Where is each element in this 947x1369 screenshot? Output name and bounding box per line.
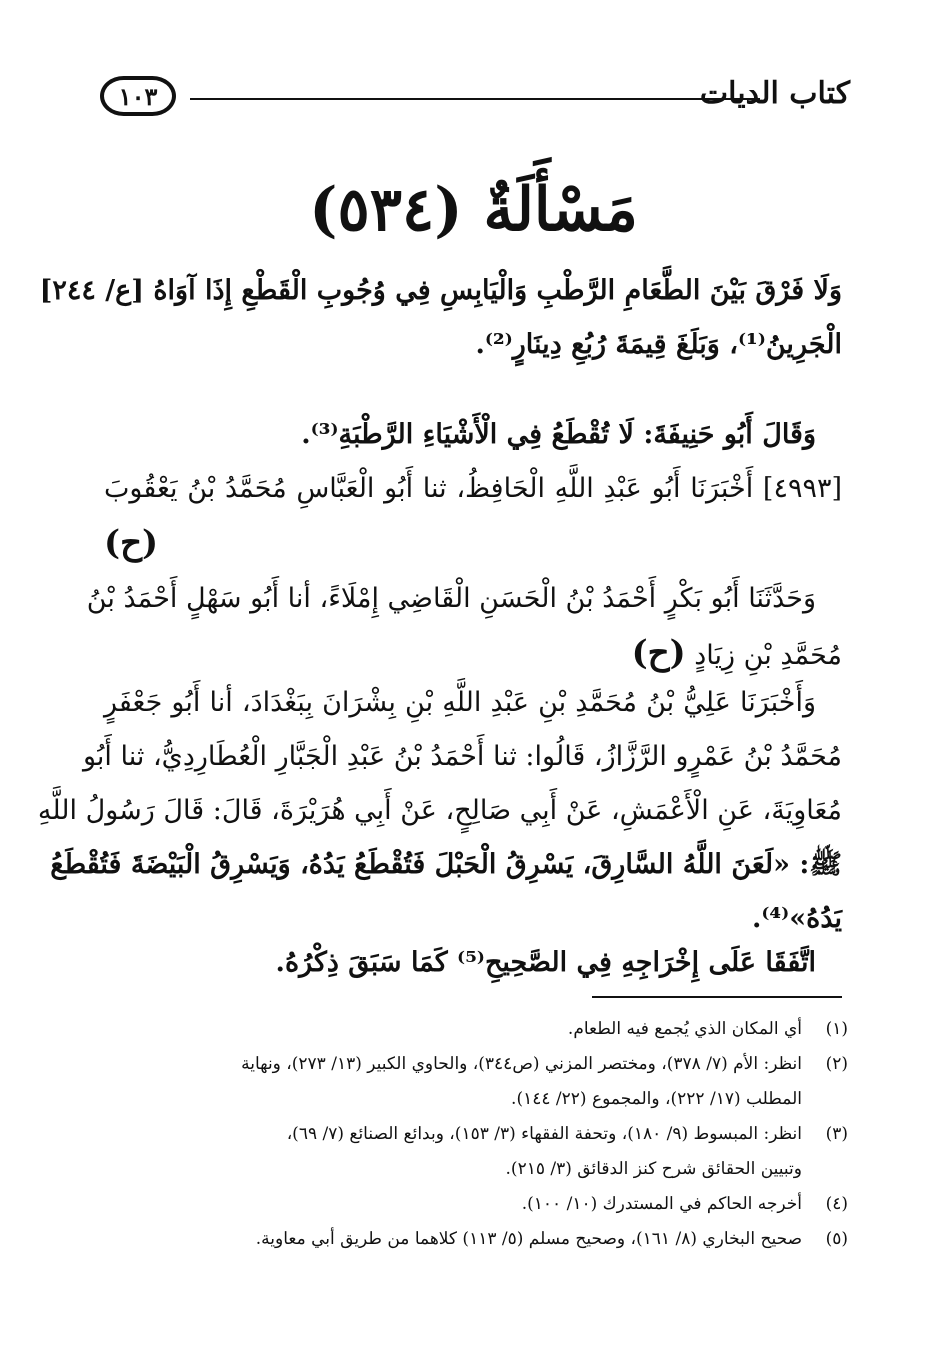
main-text	[39, 264, 842, 372]
footnote-continuation: وتبيين الحقائق شرح كنز الدقائق (٣/ ٢١٥).	[505, 1159, 802, 1179]
footnote	[104, 1047, 848, 1082]
text-line: وَحَدَّثَنَا أَبُو بَكْرٍ أَحْمَدُ بْنُ الْحَسَنِ الْقَاضِي إِمْلَاءً، أنا أَبُو سَهْلٍ أَحْمَدُ بْنُ	[86, 583, 816, 614]
text-line: مُحَمَّدُ بْنُ عَمْرٍو الرَّزَّازُ، قَالُوا: ثنا أَحْمَدُ بْنُ عَبْدِ الْجَبَّارِ الْعُطَارِدِيُّ، ثنا أَبُو	[82, 741, 842, 772]
footnote-text: أي المكان الذي يُجمع فيه الطعام.	[567, 1019, 802, 1039]
text-line: مُعَاوِيَةَ، عَنِ الْأَعْمَشِ، عَنْ أَبِي صَالِحٍ، عَنْ أَبِي هُرَيْرَةَ، قَالَ: قَالَ رَسُولُ اللَّهِ	[37, 795, 842, 826]
main-text	[104, 936, 842, 990]
text-line	[104, 626, 842, 683]
text-line: يَدُهُ»⁽⁴⁾.	[751, 903, 842, 934]
footnote-separator	[592, 996, 842, 998]
page-header	[100, 72, 850, 128]
text-line: وَأَخْبَرَنَا عَلِيُّ بْنُ مُحَمَّدِ بْنِ عَبْدِ اللَّهِ بْنِ بِشْرَانَ بِبَغْدَادَ، أنا أَبُو جَعْفَرٍ	[104, 687, 816, 718]
footnote-text: انظر: الأم (٧/ ٣٧٨)، ومختصر المزني (ص٣٤٤)، والحاوي الكبير (١٣/ ٢٧٣)، ونهاية	[241, 1054, 802, 1074]
footnote-number: (٣)	[825, 1124, 848, 1144]
text-line: ﷺ: «لَعَنَ اللَّهُ السَّارِقَ، يَسْرِقُ الْحَبْلَ فَتُقْطَعُ يَدُهُ، وَيَسْرِقُ الْبَيْضَةَ فَتُقْطَعُ	[50, 849, 842, 880]
hadith-marker: (ح)	[631, 633, 686, 673]
footnote	[104, 1187, 848, 1222]
text-line: [٤٩٩٣] أَخْبَرَنَا أَبُو عَبْدِ اللَّهِ الْحَافِظُ، ثنا أَبُو الْعَبَّاسِ مُحَمَّدُ بْنُ يَعْقُوبَ	[104, 473, 842, 504]
footnote-number: (٢)	[825, 1054, 848, 1074]
footnote	[104, 1012, 848, 1047]
main-text	[37, 676, 842, 946]
footnote-text: صحيح البخاري (٨/ ١٦١)، وصحيح مسلم (٥/ ١١٣) كلاهما من طريق أبي معاوية.	[255, 1229, 802, 1249]
header-rule	[190, 98, 760, 100]
footnote-number: (٤)	[825, 1194, 848, 1214]
main-text	[104, 408, 842, 573]
footnote-number: (١)	[825, 1019, 848, 1039]
text-line: وَقَالَ أَبُو حَنِيفَةَ: لَا تُقْطَعُ فِي الْأَشْيَاءِ الرَّطْبَةِ⁽³⁾.	[301, 419, 816, 450]
book-title: كتاب الديات	[699, 76, 850, 111]
text-line: اتَّفَقَا عَلَى إِخْرَاجِهِ فِي الصَّحِيحِ⁽⁵⁾ كَمَا سَبَقَ ذِكْرُهُ.	[275, 947, 816, 978]
text-line: الْجَرِينُ⁽¹⁾، وَبَلَغَ قِيمَةَ رُبُعِ دِينَارٍ⁽²⁾.	[475, 329, 842, 360]
footnotes	[104, 1012, 848, 1257]
footnote-text: أخرجه الحاكم في المستدرك (١٠/ ١٠٠).	[521, 1194, 802, 1214]
text-segment: مُحَمَّدِ بْنِ زِيَادٍ	[694, 640, 842, 671]
footnote	[104, 1222, 848, 1257]
text-line: وَلَا فَرْقَ بَيْنَ الطَّعَامِ الرَّطْبِ وَالْيَابِسِ فِي وُجُوبِ الْقَطْعِ إِذَا آوَاهُ [ع/ ٢٤٤]	[39, 275, 842, 306]
footnote	[104, 1117, 848, 1152]
page-number: ١٠٣	[100, 76, 176, 116]
footnote-continuation: المطلب (١٧/ ٢٢٢)، والمجموع (٢٢/ ١٤٤).	[511, 1089, 802, 1109]
hadith-marker: (ح)	[104, 523, 159, 563]
footnote-number: (٥)	[825, 1229, 848, 1249]
main-text	[86, 572, 842, 683]
issue-heading: مَسْأَلَةٌ (٥٣٤)	[309, 175, 638, 245]
footnote-text: انظر: المبسوط (٩/ ١٨٠)، وتحفة الفقهاء (٣/ ١٥٣)، وبدائع الصنائع (٧/ ٦٩)،	[286, 1124, 802, 1144]
